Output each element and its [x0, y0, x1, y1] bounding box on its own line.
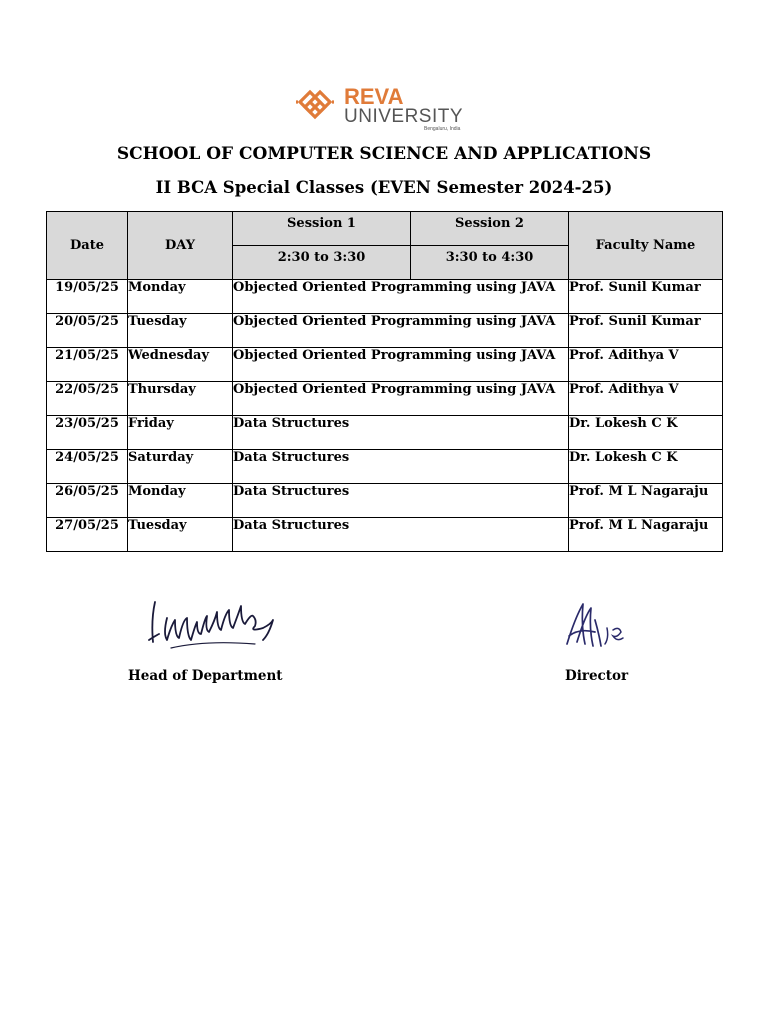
cell-date: 21/05/25: [47, 348, 128, 382]
header-session-2: Session 2: [411, 212, 569, 246]
cell-date: 23/05/25: [47, 416, 128, 450]
cell-subject: Objected Oriented Programming using JAVA: [233, 382, 569, 416]
cell-faculty: Prof. Adithya V: [569, 348, 723, 382]
reva-university-logo: [294, 82, 474, 132]
table-row: [47, 450, 723, 484]
logo-subtitle: UNIVERSITY: [344, 106, 464, 127]
document-subtitle: II BCA Special Classes (EVEN Semester 2024-25): [155, 178, 613, 197]
cell-subject: Data Structures: [233, 518, 569, 552]
cell-faculty: Prof. M L Nagaraju: [569, 484, 723, 518]
cell-faculty: Dr. Lokesh C K: [569, 450, 723, 484]
cell-day: Wednesday: [128, 348, 233, 382]
cell-day: Friday: [128, 416, 233, 450]
logo-place: Bengaluru, India: [424, 126, 461, 132]
logo-name: REVA: [344, 84, 404, 109]
table-header-row: [47, 212, 723, 246]
schedule-table: [46, 211, 723, 552]
cell-date: 26/05/25: [47, 484, 128, 518]
cell-subject: Objected Oriented Programming using JAVA: [233, 280, 569, 314]
header-date: Date: [47, 212, 128, 280]
table-row: [47, 280, 723, 314]
cell-faculty: Prof. M L Nagaraju: [569, 518, 723, 552]
cell-faculty: Prof. Adithya V: [569, 382, 723, 416]
hod-signature: [145, 590, 285, 652]
school-title: SCHOOL OF COMPUTER SCIENCE AND APPLICATIONS: [116, 144, 652, 164]
cell-subject: Data Structures: [233, 484, 569, 518]
table-row: [47, 314, 723, 348]
cell-day: Thursday: [128, 382, 233, 416]
cell-day: Monday: [128, 484, 233, 518]
header-day: DAY: [128, 212, 233, 280]
header-faculty: Faculty Name: [569, 212, 723, 280]
cell-subject: Data Structures: [233, 450, 569, 484]
cell-date: 19/05/25: [47, 280, 128, 314]
cell-day: Monday: [128, 280, 233, 314]
header-session-1: Session 1: [233, 212, 411, 246]
cell-subject: Objected Oriented Programming using JAVA: [233, 348, 569, 382]
table-row: [47, 416, 723, 450]
cell-date: 20/05/25: [47, 314, 128, 348]
table-row: [47, 484, 723, 518]
director-signature: [555, 598, 635, 656]
table-row: [47, 348, 723, 382]
cell-date: 24/05/25: [47, 450, 128, 484]
cell-day: Saturday: [128, 450, 233, 484]
hod-label: Head of Department: [128, 668, 283, 684]
cell-day: Tuesday: [128, 518, 233, 552]
cell-date: 22/05/25: [47, 382, 128, 416]
cell-faculty: Prof. Sunil Kumar: [569, 280, 723, 314]
cell-faculty: Dr. Lokesh C K: [569, 416, 723, 450]
reva-knot-icon: [294, 82, 474, 132]
director-label: Director: [565, 668, 629, 684]
table-row: [47, 382, 723, 416]
cell-day: Tuesday: [128, 314, 233, 348]
cell-faculty: Prof. Sunil Kumar: [569, 314, 723, 348]
header-session-1-time: 2:30 to 3:30: [233, 246, 411, 280]
cell-date: 27/05/25: [47, 518, 128, 552]
table-row: [47, 518, 723, 552]
cell-subject: Objected Oriented Programming using JAVA: [233, 314, 569, 348]
cell-subject: Data Structures: [233, 416, 569, 450]
header-session-2-time: 3:30 to 4:30: [411, 246, 569, 280]
